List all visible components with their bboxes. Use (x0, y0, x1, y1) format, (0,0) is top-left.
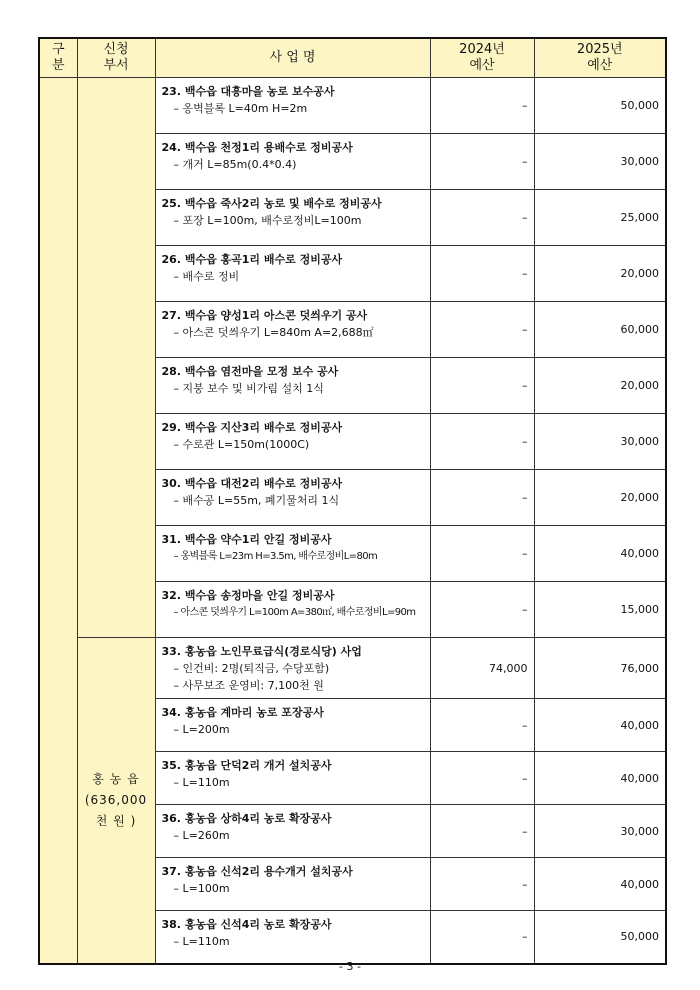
project-cell (155, 582, 430, 638)
dept-label: 홍 농 읍 (636,000 천 원 ) (84, 771, 148, 828)
budget-document (38, 37, 665, 973)
project-detail: – L=110m (173, 776, 230, 789)
project-cell (155, 470, 430, 526)
project-title: 28. 백수읍 염전마을 모정 보수 공사 (161, 365, 339, 378)
project-title: 25. 백수읍 죽사2리 농로 및 배수로 정비공사 (161, 197, 382, 210)
project-detail: – 옹벽블록 L=40m H=2m (173, 102, 308, 115)
project-cell (155, 526, 430, 582)
budget-2025-cell: 30,000 (534, 805, 666, 858)
project-cell (155, 190, 430, 246)
budget-2025-cell: 50,000 (534, 78, 666, 134)
budget-2025-cell: 30,000 (534, 414, 666, 470)
project-title: 26. 백수읍 홍곡1리 배수로 정비공사 (161, 253, 343, 266)
project-cell (155, 246, 430, 302)
project-cell (155, 858, 430, 911)
budget-2025-cell: 60,000 (534, 302, 666, 358)
project-detail: – 옹벽블록 L=23m H=3.5m, 배수로정비L=80m (173, 551, 378, 562)
project-detail: – L=100m (173, 882, 230, 895)
header-budget-2025: 2025년 예산 (534, 38, 666, 78)
project-detail: – L=260m (173, 829, 230, 842)
project-cell (155, 134, 430, 190)
project-title: 27. 백수읍 양성1리 아스콘 덧씌우기 공사 (161, 309, 368, 322)
budget-table (38, 37, 667, 965)
project-detail: – 인건비: 2명(퇴직금, 수당포함) (173, 662, 330, 675)
budget-2025-cell: 20,000 (534, 358, 666, 414)
project-cell (155, 414, 430, 470)
project-title: 37. 홍농읍 신석2리 용수개거 설치공사 (161, 865, 353, 878)
budget-2025-cell: 40,000 (534, 858, 666, 911)
budget-2025-cell: 50,000 (534, 911, 666, 964)
budget-2024-cell: – (430, 526, 534, 582)
budget-2024-cell: – (430, 134, 534, 190)
project-cell (155, 911, 430, 964)
project-title: 30. 백수읍 대전2리 배수로 정비공사 (161, 477, 343, 490)
page-number: - 3 - (339, 960, 361, 973)
project-detail: – 아스콘 덧씌우기 L=840m A=2,688㎡ (173, 326, 374, 339)
budget-2025-cell: 40,000 (534, 526, 666, 582)
project-cell (155, 358, 430, 414)
project-cell (155, 638, 430, 699)
dept-cell (77, 638, 155, 964)
budget-2024-cell: – (430, 805, 534, 858)
budget-2024-cell: – (430, 911, 534, 964)
project-title: 34. 홍농읍 계마리 농로 포장공사 (161, 706, 324, 719)
project-cell (155, 78, 430, 134)
gubun-cell (39, 78, 77, 964)
table-header-row (39, 38, 666, 78)
project-title: 36. 홍농읍 상하4리 농로 확장공사 (161, 812, 332, 825)
project-detail: – L=110m (173, 935, 230, 948)
budget-2025-cell: 20,000 (534, 470, 666, 526)
project-cell (155, 805, 430, 858)
budget-2025-cell: 20,000 (534, 246, 666, 302)
budget-2025-cell: 25,000 (534, 190, 666, 246)
project-detail: – 아스콘 덧씌우기 L=100m A=380㎡, 배수로정비L=90m (173, 607, 416, 618)
budget-2024-cell: – (430, 302, 534, 358)
header-dept: 신청 부서 (77, 38, 155, 78)
project-detail: – L=200m (173, 723, 230, 736)
dept-cell (77, 78, 155, 638)
budget-2025-cell: 40,000 (534, 752, 666, 805)
budget-2025-cell: 30,000 (534, 134, 666, 190)
project-detail: – 개거 L=85m(0.4*0.4) (173, 158, 297, 171)
project-title: 23. 백수읍 대흥마을 농로 보수공사 (161, 85, 335, 98)
budget-2024-cell: – (430, 470, 534, 526)
project-title: 32. 백수읍 송정마을 안길 정비공사 (161, 589, 335, 602)
project-cell (155, 752, 430, 805)
budget-2024-cell: – (430, 190, 534, 246)
budget-2024-cell: – (430, 752, 534, 805)
project-detail: – 배수로 정비 (173, 270, 240, 283)
header-budget-2024: 2024년 예산 (430, 38, 534, 78)
project-detail: – 수로관 L=150m(1000C) (173, 438, 310, 451)
budget-2024-cell: – (430, 699, 534, 752)
budget-2025-cell: 76,000 (534, 638, 666, 699)
project-detail: – 배수공 L=55m, 폐기물처리 1식 (173, 494, 340, 507)
project-title: 33. 홍농읍 노인무료급식(경로식당) 사업 (161, 645, 362, 658)
table-row (39, 638, 666, 699)
project-detail: – 사무보조 운영비: 7,100천 원 (173, 679, 324, 692)
budget-2024-cell: – (430, 858, 534, 911)
project-title: 29. 백수읍 지산3리 배수로 정비공사 (161, 421, 343, 434)
header-gubun: 구 분 (39, 38, 77, 78)
budget-2025-cell: 40,000 (534, 699, 666, 752)
budget-2024-cell: – (430, 582, 534, 638)
project-title: 38. 홍농읍 신석4리 농로 확장공사 (161, 918, 332, 931)
project-title: 31. 백수읍 약수1리 안길 정비공사 (161, 533, 332, 546)
table-row (39, 78, 666, 134)
budget-2024-cell: – (430, 414, 534, 470)
project-cell (155, 699, 430, 752)
budget-2024-cell: – (430, 358, 534, 414)
header-project: 사 업 명 (155, 38, 430, 78)
project-title: 24. 백수읍 천정1리 용배수로 정비공사 (161, 141, 353, 154)
budget-2024-cell: – (430, 78, 534, 134)
project-detail: – 지붕 보수 및 비가림 설치 1식 (173, 382, 324, 395)
budget-2024-cell: – (430, 246, 534, 302)
project-cell (155, 302, 430, 358)
budget-2024-cell: 74,000 (430, 638, 534, 699)
budget-2025-cell: 15,000 (534, 582, 666, 638)
project-detail: – 포장 L=100m, 배수로정비L=100m (173, 214, 362, 227)
project-title: 35. 홍농읍 단덕2리 개거 설치공사 (161, 759, 332, 772)
